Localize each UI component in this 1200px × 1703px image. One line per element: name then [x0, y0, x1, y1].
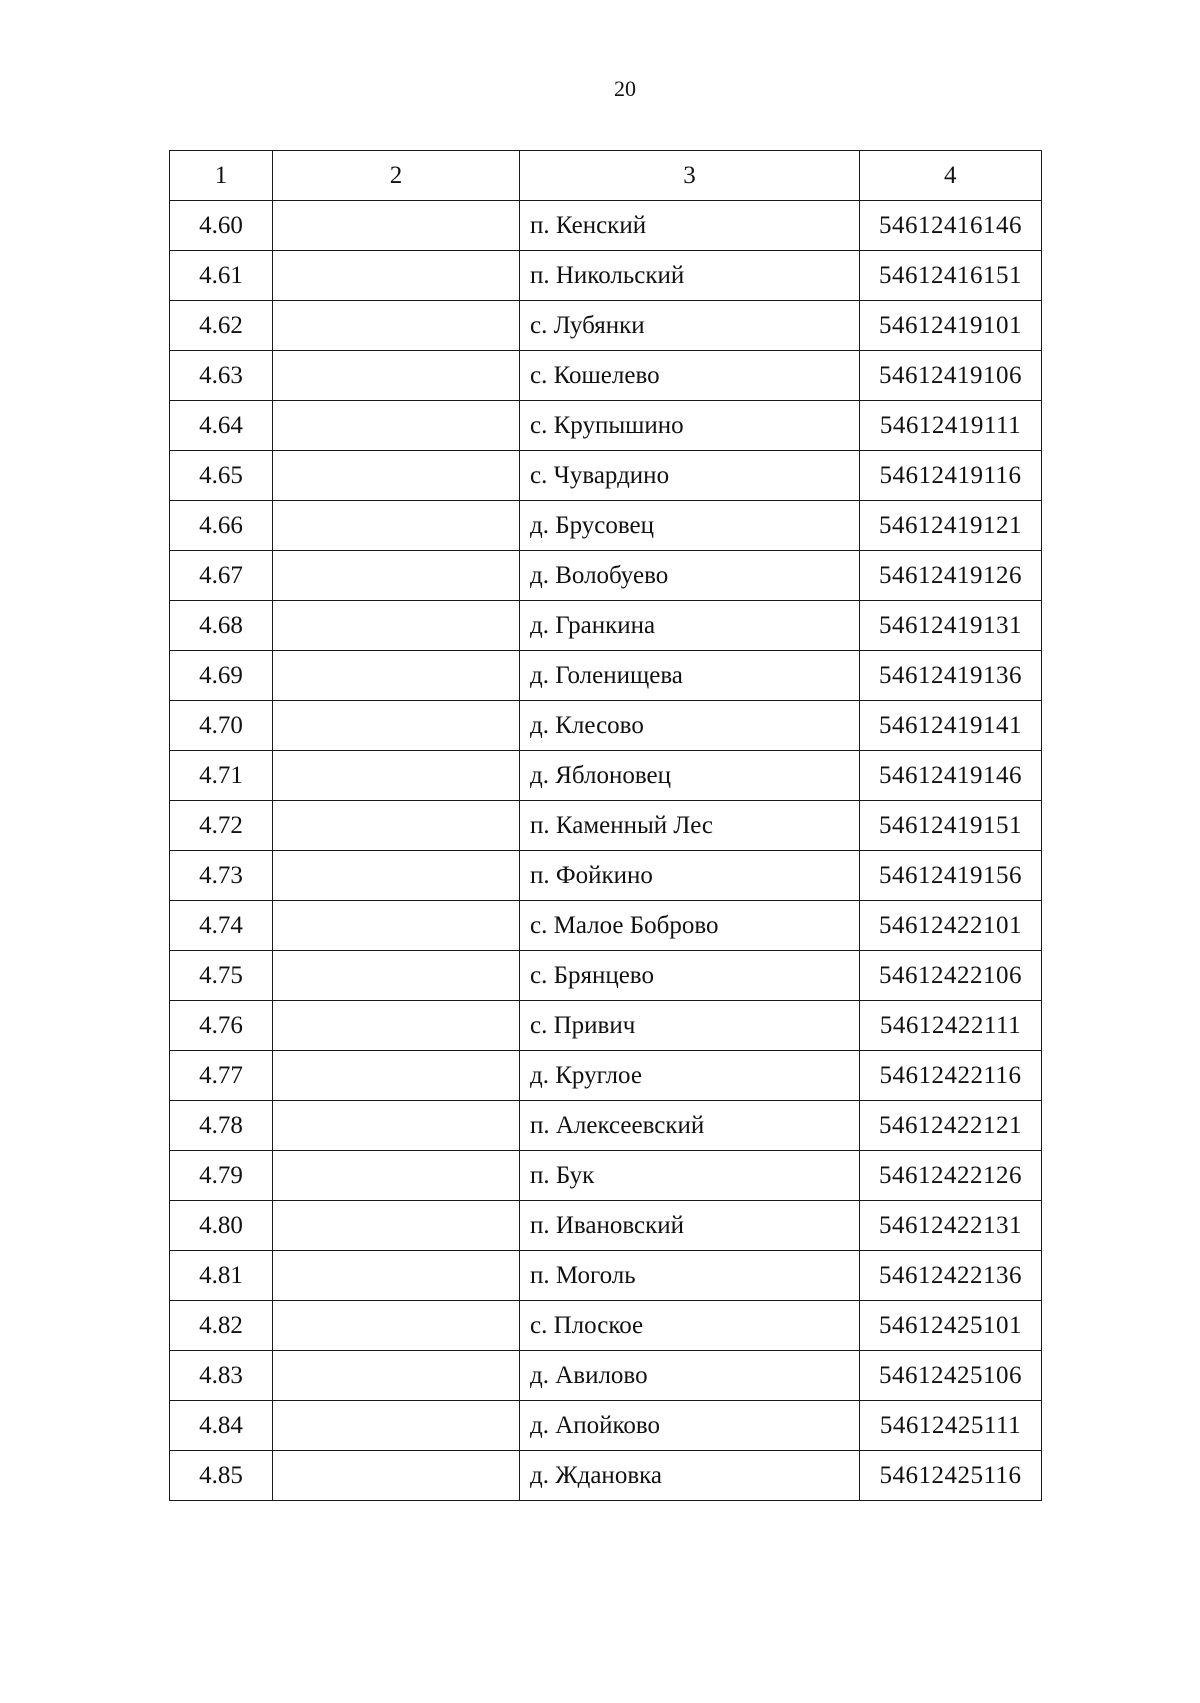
settlement-name-cell: д. Апойково [520, 1401, 860, 1451]
oktmo-code-cell: 54612422131 [860, 1201, 1042, 1251]
row-col2-cell [273, 751, 520, 801]
oktmo-code-cell: 54612419101 [860, 301, 1042, 351]
table-row [170, 851, 1042, 901]
table-row [170, 201, 1042, 251]
oktmo-code-cell: 54612422136 [860, 1251, 1042, 1301]
row-number-cell: 4.76 [170, 1001, 273, 1051]
settlement-name-cell: п. Бук [520, 1151, 860, 1201]
settlement-name-cell: п. Кенский [520, 201, 860, 251]
row-col2-cell [273, 651, 520, 701]
settlement-name-cell: д. Волобуево [520, 551, 860, 601]
header-col-1: 1 [170, 151, 273, 201]
oktmo-code-cell: 54612422121 [860, 1101, 1042, 1151]
row-number-cell: 4.82 [170, 1301, 273, 1351]
oktmo-code-cell: 54612422116 [860, 1051, 1042, 1101]
row-col2-cell [273, 1301, 520, 1351]
row-number-cell: 4.74 [170, 901, 273, 951]
row-number-cell: 4.83 [170, 1351, 273, 1401]
table-row [170, 1151, 1042, 1201]
settlement-name-cell: с. Брянцево [520, 951, 860, 1001]
table-row [170, 551, 1042, 601]
row-number-cell: 4.61 [170, 251, 273, 301]
oktmo-code-cell: 54612419111 [860, 401, 1042, 451]
table-row [170, 1251, 1042, 1301]
table-row [170, 1451, 1042, 1501]
row-number-cell: 4.64 [170, 401, 273, 451]
table-row [170, 1401, 1042, 1451]
settlement-name-cell: д. Клесово [520, 701, 860, 751]
row-number-cell: 4.68 [170, 601, 273, 651]
oktmo-code-cell: 54612419141 [860, 701, 1042, 751]
settlement-name-cell: с. Чувардино [520, 451, 860, 501]
table-row [170, 1301, 1042, 1351]
settlement-table [169, 150, 1042, 1501]
row-number-cell: 4.65 [170, 451, 273, 501]
settlement-name-cell: д. Авилово [520, 1351, 860, 1401]
oktmo-code-cell: 54612419131 [860, 601, 1042, 651]
table-row [170, 301, 1042, 351]
table-row [170, 751, 1042, 801]
row-number-cell: 4.77 [170, 1051, 273, 1101]
settlement-name-cell: д. Круглое [520, 1051, 860, 1101]
row-number-cell: 4.63 [170, 351, 273, 401]
row-number-cell: 4.70 [170, 701, 273, 751]
row-col2-cell [273, 301, 520, 351]
row-col2-cell [273, 1101, 520, 1151]
table-row [170, 1051, 1042, 1101]
table-row [170, 1101, 1042, 1151]
table-row [170, 901, 1042, 951]
oktmo-code-cell: 54612419116 [860, 451, 1042, 501]
table-row [170, 601, 1042, 651]
row-col2-cell [273, 551, 520, 601]
table-header-row [170, 151, 1042, 201]
row-number-cell: 4.84 [170, 1401, 273, 1451]
row-number-cell: 4.60 [170, 201, 273, 251]
row-col2-cell [273, 901, 520, 951]
row-col2-cell [273, 1401, 520, 1451]
row-number-cell: 4.85 [170, 1451, 273, 1501]
row-col2-cell [273, 801, 520, 851]
row-col2-cell [273, 1051, 520, 1101]
row-col2-cell [273, 351, 520, 401]
oktmo-code-cell: 54612425101 [860, 1301, 1042, 1351]
row-col2-cell [273, 1001, 520, 1051]
oktmo-code-cell: 54612419126 [860, 551, 1042, 601]
table-row [170, 651, 1042, 701]
table-row [170, 501, 1042, 551]
settlement-name-cell: д. Голенищева [520, 651, 860, 701]
table-body [170, 201, 1042, 1501]
row-col2-cell [273, 1351, 520, 1401]
table-row [170, 801, 1042, 851]
table-row [170, 401, 1042, 451]
row-col2-cell [273, 851, 520, 901]
table-row [170, 351, 1042, 401]
oktmo-code-cell: 54612419146 [860, 751, 1042, 801]
table-row [170, 701, 1042, 751]
row-number-cell: 4.78 [170, 1101, 273, 1151]
settlement-name-cell: д. Яблоновец [520, 751, 860, 801]
oktmo-code-cell: 54612419121 [860, 501, 1042, 551]
row-col2-cell [273, 701, 520, 751]
table-row [170, 1001, 1042, 1051]
row-col2-cell [273, 1251, 520, 1301]
page-number: 20 [614, 76, 636, 101]
oktmo-code-cell: 54612416146 [860, 201, 1042, 251]
settlement-name-cell: п. Фойкино [520, 851, 860, 901]
oktmo-code-cell: 54612419151 [860, 801, 1042, 851]
row-number-cell: 4.79 [170, 1151, 273, 1201]
row-col2-cell [273, 251, 520, 301]
oktmo-code-cell: 54612425116 [860, 1451, 1042, 1501]
settlement-name-cell: п. Каменный Лес [520, 801, 860, 851]
table-row [170, 251, 1042, 301]
settlement-name-cell: с. Лубянки [520, 301, 860, 351]
row-number-cell: 4.73 [170, 851, 273, 901]
row-number-cell: 4.71 [170, 751, 273, 801]
oktmo-code-cell: 54612422101 [860, 901, 1042, 951]
settlement-name-cell: д. Ждановка [520, 1451, 860, 1501]
oktmo-code-cell: 54612422111 [860, 1001, 1042, 1051]
settlement-name-cell: п. Ивановский [520, 1201, 860, 1251]
oktmo-code-cell: 54612419136 [860, 651, 1042, 701]
header-col-4: 4 [860, 151, 1042, 201]
settlement-name-cell: д. Гранкина [520, 601, 860, 651]
oktmo-code-cell: 54612419156 [860, 851, 1042, 901]
table-row [170, 451, 1042, 501]
settlement-name-cell: п. Моголь [520, 1251, 860, 1301]
table-row [170, 1201, 1042, 1251]
settlement-name-cell: с. Малое Боброво [520, 901, 860, 951]
row-number-cell: 4.81 [170, 1251, 273, 1301]
oktmo-code-cell: 54612425111 [860, 1401, 1042, 1451]
oktmo-code-cell: 54612422106 [860, 951, 1042, 1001]
row-number-cell: 4.67 [170, 551, 273, 601]
row-number-cell: 4.62 [170, 301, 273, 351]
row-number-cell: 4.69 [170, 651, 273, 701]
row-col2-cell [273, 601, 520, 651]
header-col-3: 3 [520, 151, 860, 201]
row-col2-cell [273, 951, 520, 1001]
row-col2-cell [273, 201, 520, 251]
row-col2-cell [273, 1151, 520, 1201]
settlement-name-cell: с. Крупышино [520, 401, 860, 451]
table-row [170, 951, 1042, 1001]
settlement-name-cell: п. Алексеевский [520, 1101, 860, 1151]
row-col2-cell [273, 501, 520, 551]
row-number-cell: 4.66 [170, 501, 273, 551]
row-col2-cell [273, 401, 520, 451]
settlement-name-cell: с. Кошелево [520, 351, 860, 401]
header-col-2: 2 [273, 151, 520, 201]
table-row [170, 1351, 1042, 1401]
oktmo-code-cell: 54612425106 [860, 1351, 1042, 1401]
row-number-cell: 4.75 [170, 951, 273, 1001]
row-number-cell: 4.72 [170, 801, 273, 851]
row-col2-cell [273, 1201, 520, 1251]
row-col2-cell [273, 451, 520, 501]
settlement-name-cell: с. Привич [520, 1001, 860, 1051]
oktmo-code-cell: 54612419106 [860, 351, 1042, 401]
row-col2-cell [273, 1451, 520, 1501]
settlement-name-cell: с. Плоское [520, 1301, 860, 1351]
settlement-name-cell: п. Никольский [520, 251, 860, 301]
settlement-name-cell: д. Брусовец [520, 501, 860, 551]
oktmo-code-cell: 54612416151 [860, 251, 1042, 301]
row-number-cell: 4.80 [170, 1201, 273, 1251]
oktmo-code-cell: 54612422126 [860, 1151, 1042, 1201]
